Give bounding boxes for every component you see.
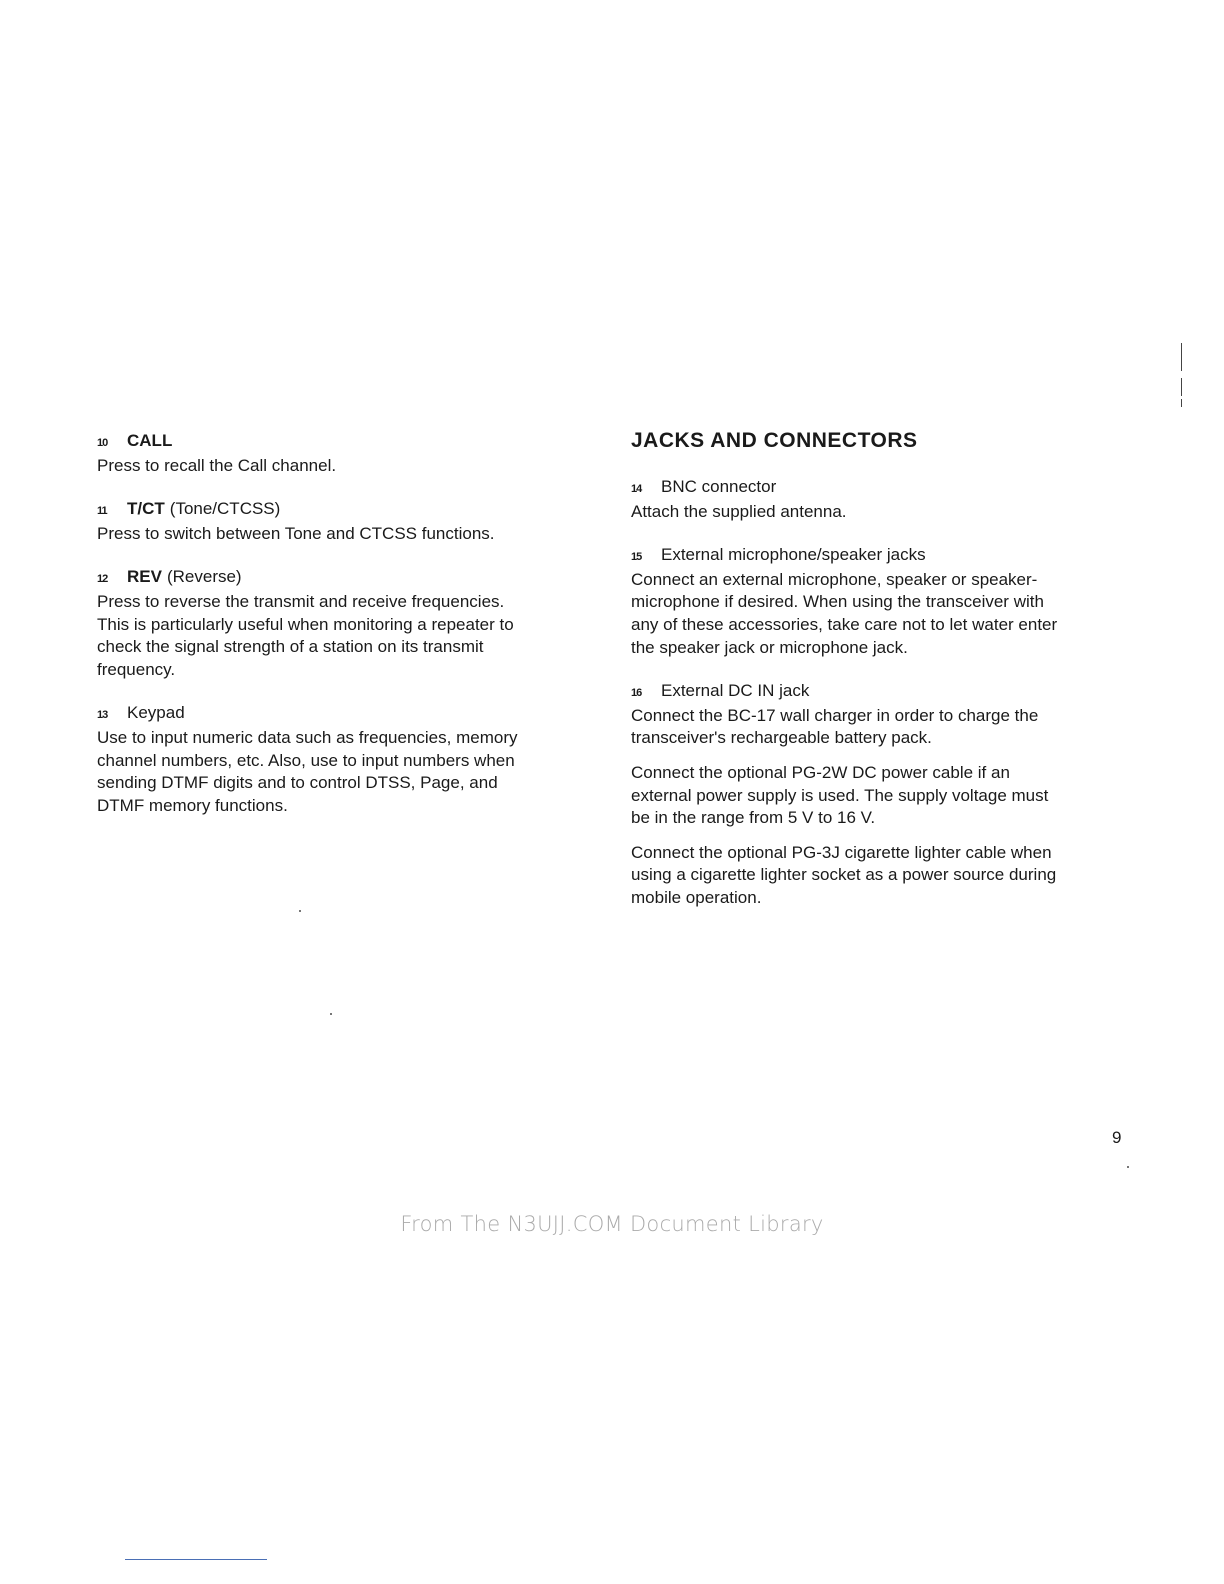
item-text: Press to switch between Tone and CTCSS functions. (97, 523, 495, 543)
item-text: mobile operation. (631, 887, 762, 907)
item-text: This is particularly useful when monitoring a repeater to (97, 614, 514, 634)
item-mic-speaker-jacks (631, 544, 1141, 659)
item-text: frequency. (97, 659, 176, 679)
item-text: Attach the supplied antenna. (631, 501, 847, 521)
margin-mark (1181, 399, 1182, 407)
item-text: transceiver's rechargeable battery pack. (631, 728, 932, 748)
key-label: T/CT (127, 499, 165, 519)
item-number: 12 (97, 573, 108, 586)
bottom-rule (125, 1559, 267, 1560)
item-text: check the signal strength of a station on its transmit (97, 637, 484, 657)
item-title: BNC connector (661, 477, 777, 496)
scan-speck (330, 1013, 332, 1015)
item-text: Use to input numeric data such as frequencies, memory (97, 727, 518, 747)
item-text: be in the range from 5 V to 16 V. (631, 808, 876, 828)
item-text: channel numbers, etc. Also, use to input numbers when (97, 750, 515, 770)
item-text: Connect the BC-17 wall charger in order to charge the (631, 705, 1039, 725)
item-dc-in-jack (631, 680, 1141, 909)
key-description: (Reverse) (166, 567, 242, 587)
paragraph (631, 842, 1141, 910)
item-bnc-connector (631, 476, 1141, 523)
paragraph (631, 705, 1141, 750)
item-text: Press to recall the Call channel. (97, 455, 337, 475)
item-number: 11 (97, 505, 107, 518)
key-description: Keypad (127, 703, 185, 723)
item-title: External DC IN jack (661, 681, 810, 701)
margin-mark (1181, 343, 1182, 371)
item-text: sending DTMF digits and to control DTSS, Page, and (97, 773, 498, 793)
item-number: 14 (631, 483, 642, 495)
item-keypad (97, 702, 597, 817)
item-number: 10 (97, 437, 108, 449)
margin-mark (1181, 378, 1182, 396)
item-number: 13 (97, 709, 108, 722)
scan-speck (299, 910, 301, 912)
item-text: external power supply is used. The supply voltage must (631, 785, 1049, 805)
key-label: CALL (127, 431, 173, 450)
right-column (631, 427, 1141, 931)
item-rev (97, 566, 597, 681)
left-column (97, 430, 597, 838)
section-title: JACKS AND CONNECTORS (631, 429, 918, 452)
item-number: 15 (631, 551, 642, 564)
item-call (97, 430, 597, 477)
paragraph (631, 762, 1141, 830)
item-text: any of these accessories, take care not to let water enter (631, 614, 1058, 634)
item-text: microphone if desired. When using the transceiver with (631, 592, 1044, 612)
key-label: REV (127, 567, 162, 587)
item-tct (97, 498, 597, 545)
item-text: Press to reverse the transmit and receive frequencies. (97, 591, 505, 611)
item-text: using a cigarette lighter socket as a power source during (631, 865, 1057, 885)
item-number: 16 (631, 687, 642, 700)
item-text: DTMF memory functions. (97, 795, 288, 815)
item-text: Connect an external microphone, speaker or speaker- (631, 569, 1038, 589)
scan-speck (1127, 1166, 1129, 1168)
item-text: Connect the optional PG-2W DC power cable if an (631, 762, 1010, 782)
key-description: (Tone/CTCSS) (169, 499, 281, 519)
page-number: 9 (1112, 1128, 1122, 1147)
footer-watermark: From The N3UJJ.COM Document Library (400, 1212, 824, 1236)
item-title: External microphone/speaker jacks (661, 545, 926, 565)
item-text: Connect the optional PG-3J cigarette lighter cable when (631, 842, 1052, 862)
item-text: the speaker jack or microphone jack. (631, 637, 908, 657)
